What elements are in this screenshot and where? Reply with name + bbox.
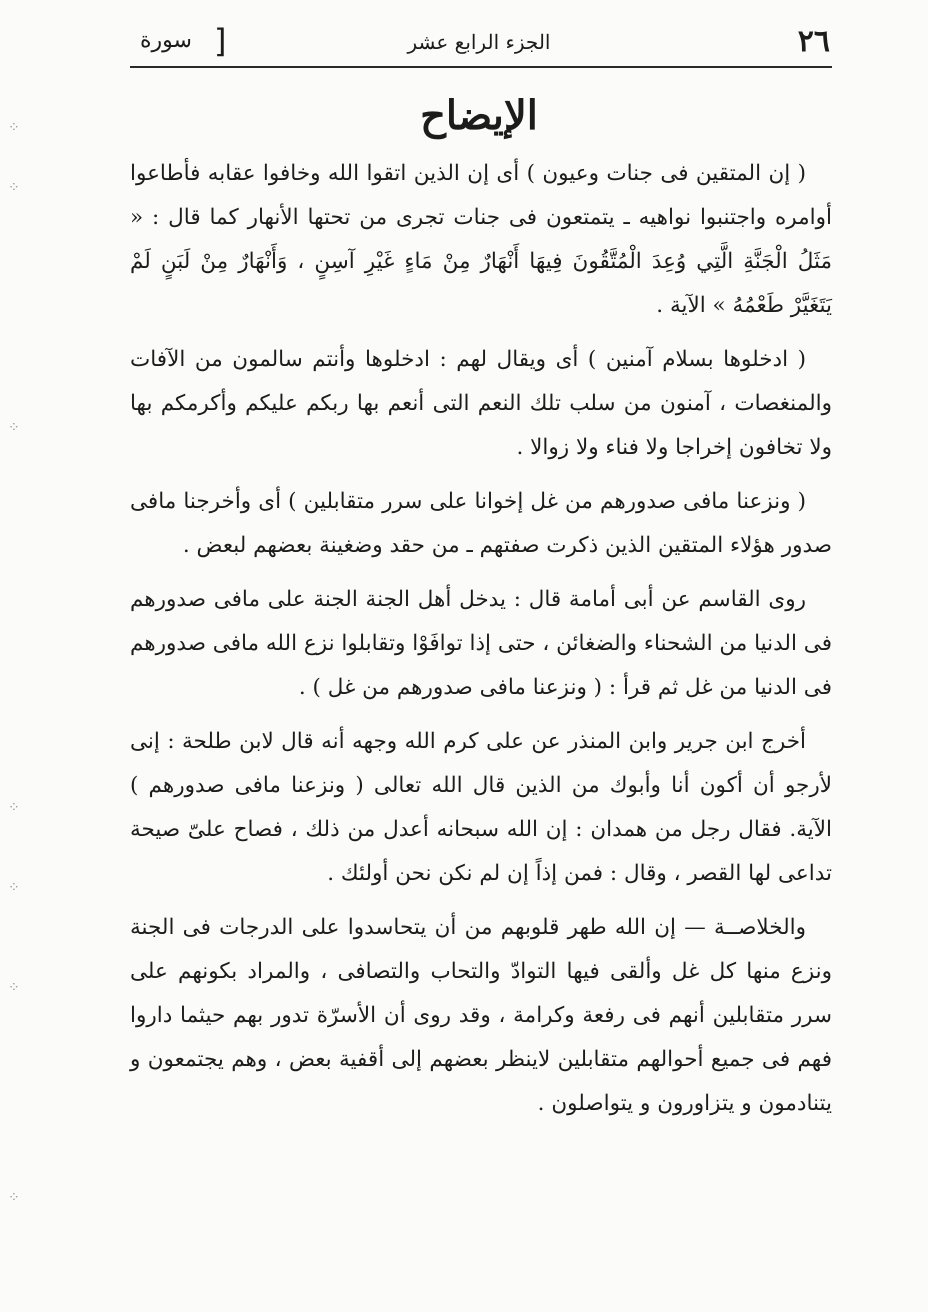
paragraph: أخرج ابن جرير وابن المنذر عن على كرم الله وجهه أنه قال لابن طلحة : إنى لأرجو أن أكون أنا وأبوك من الذين قال الله تعالى ( ونزعنا مافى صدورهم ) الآية. فقال رجل من همدان : إن الله سبحانه أعدل من ذلك ، فصاح علىّ صيحة تداعى لها القصر ، وقال : فمن إذاً إن لم نكن نحن أولئك . [130,729,832,886]
paragraph: ( إن المتقين فى جنات وعيون ) أى إن الذين اتقوا الله وخافوا عقابه فأطاعوا أوامره واجتنبوا نواهيه ـ يتمتعون فى جنات تجرى من تحتها الأنهار كما قال : « مَثَلُ الْجَنَّةِ الَّتِي وُعِدَ الْمُتَّقُونَ فِيهَا أَنْهَارٌ مِنْ مَاءٍ غَيْرِ آسِنٍ ، وَأَنْهَارٌ مِنْ لَبَنٍ لَمْ يَتَغَيَّرْ طَعْمُهُ » الآية . [130,161,832,318]
paragraph: روى القاسم عن أبى أمامة قال : يدخل أهل الجنة الجنة على مافى صدورهم فى الدنيا من الشحناء والضغائن ، حتى إذا توافَوْا وتقابلوا نزع الله مافى صدورهم فى الدنيا من غل ثم قرأ : ( ونزعنا مافى صدورهم من غل ) . [130,587,832,700]
page-number: ٢٦ [797,24,830,59]
page-header [128,22,830,66]
paragraph: ( ونزعنا مافى صدورهم من غل إخوانا على سرر متقابلين ) أى وأخرجنا مافى صدور هؤلاء المتقين الذين ذكرت صفتهم ـ من حقد وضغينة بعضهم لبعض . [130,489,832,558]
running-title: الجزء الرابع عشر [407,30,551,54]
surah-label: سورة [140,28,192,53]
body-text [130,152,832,1136]
scan-mark: ⁘ [8,880,20,896]
margin-scan-marks [0,0,60,1312]
scan-mark: ⁘ [8,980,20,996]
scan-mark: ⁘ [8,120,20,136]
header-divider [130,66,832,68]
scan-mark: ⁘ [8,180,20,196]
scan-mark: ⁘ [8,1190,20,1206]
paragraph: ( ادخلوها بسلام آمنين ) أى ويقال لهم : ادخلوها وأنتم سالمون من الآفات والمنغصات ، آمنون من سلب تلك النعم التى أنعم بها ربكم عليكم وأكرمكم بها ولا تخافون إخراجا ولا فناء ولا زوالا . [130,347,832,460]
scan-mark: ⁘ [8,420,20,436]
paragraph: والخلاصــة — إن الله طهر قلوبهم من أن يتحاسدوا على الدرجات فى الجنة ونزع منها كل غل وألقى فيها التوادّ والتحاب والتصافى ، والمراد بكونهم على سرر متقابلين أنهم فى رفعة وكرامة ، وقد روى أن الأسرّة تدور بهم حيثما داروا فهم فى جميع أحوالهم متقابلين لاينظر بعضهم إلى أقفية بعض ، وهم يجتمعون و يتنادمون و يتزاورون و يتواصلون . [130,915,832,1116]
header-bracket: [ [214,22,227,60]
section-title: الإيضاح [420,92,538,139]
scan-mark: ⁘ [8,800,20,816]
